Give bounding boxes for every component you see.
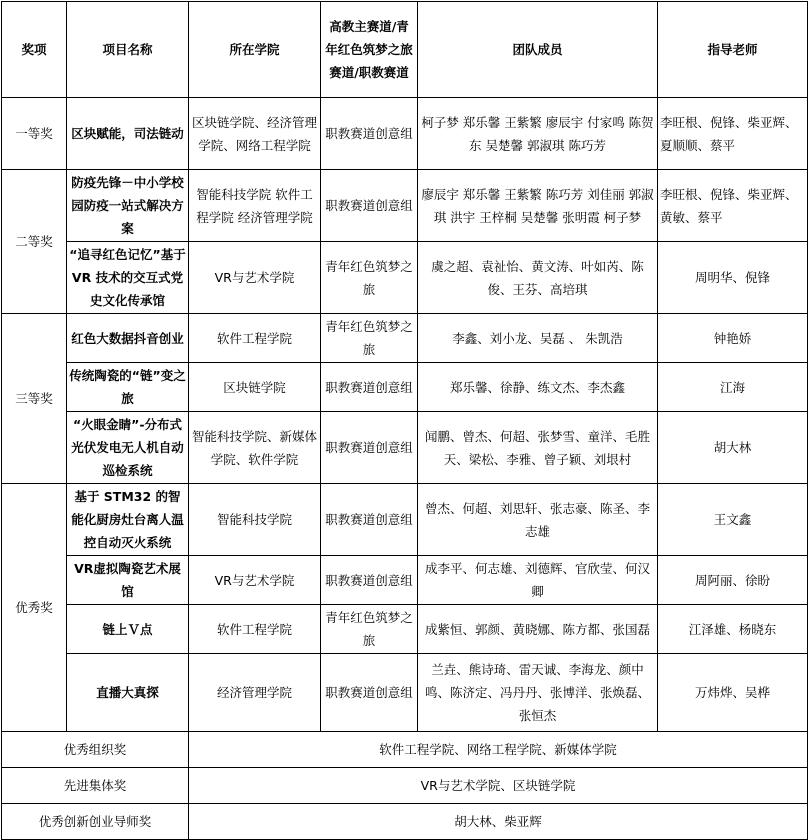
table-row (2, 654, 808, 732)
mentor-award-value: 胡大林、柴亚辉 (189, 804, 808, 840)
advisor-cell: 胡大林 (658, 412, 808, 484)
organization-award-value: 软件工程学院、网络工程学院、新媒体学院 (189, 732, 808, 768)
college-cell: VR与艺术学院 (189, 556, 321, 605)
advisor-cell: 钟艳娇 (658, 314, 808, 363)
table-row (2, 732, 808, 768)
award-group-second: 二等奖 (2, 170, 67, 314)
track-cell: 职教赛道创意组 (321, 412, 418, 484)
award-group-first: 一等奖 (2, 98, 67, 170)
table-row (2, 242, 808, 314)
header-college: 所在学院 (189, 2, 321, 98)
track-cell: 职教赛道创意组 (321, 654, 418, 732)
table-row (2, 98, 808, 170)
table-row (2, 314, 808, 363)
team-cell: 成李平、何志雄、刘德辉、官欣莹、何汉卿 (418, 556, 658, 605)
team-cell: 闻鹏、曾杰、何超、张梦雪、童洋、毛胜天、梁松、李雅、曾子颖、刘垠村 (418, 412, 658, 484)
table-row (2, 605, 808, 654)
team-cell: 兰垚、熊诗琦、雷天诚、李海龙、颜中鸣、陈济定、冯丹丹、张博洋、张焕磊、张恒杰 (418, 654, 658, 732)
mentor-award-label: 优秀创新创业导师奖 (2, 804, 189, 840)
college-cell: 区块链学院 (189, 363, 321, 412)
track-cell: 职教赛道创意组 (321, 484, 418, 556)
team-cell: 曾杰、何超、刘思轩、张志豪、陈圣、李志雄 (418, 484, 658, 556)
project-name: 基于 STM32 的智能化厨房灶台离人温控自动灭火系统 (67, 484, 189, 556)
project-name: 传统陶瓷的“链”变之旅 (67, 363, 189, 412)
table-row (2, 363, 808, 412)
track-cell: 青年红色筑梦之旅 (321, 242, 418, 314)
table-row (2, 170, 808, 242)
table-row (2, 556, 808, 605)
track-cell: 青年红色筑梦之旅 (321, 605, 418, 654)
project-name: VR虚拟陶瓷艺术展馆 (67, 556, 189, 605)
advisor-cell: 李旺根、倪锋、柴亚辉、黄敏、蔡平 (658, 170, 808, 242)
college-cell: 区块链学院、经济管理学院、网络工程学院 (189, 98, 321, 170)
college-cell: 智能科技学院 (189, 484, 321, 556)
team-cell: 柯子梦 郑乐馨 王紫繁 廖辰宇 付家鸣 陈贺东 吴楚馨 郭淑琪 陈巧芳 (418, 98, 658, 170)
college-cell: 经济管理学院 (189, 654, 321, 732)
college-cell: VR与艺术学院 (189, 242, 321, 314)
advisor-cell: 周阿丽、徐盼 (658, 556, 808, 605)
team-cell: 李鑫、刘小龙、吴磊 、 朱凯浩 (418, 314, 658, 363)
collective-award-label: 先进集体奖 (2, 768, 189, 804)
advisor-cell: 王文鑫 (658, 484, 808, 556)
track-cell: 职教赛道创意组 (321, 98, 418, 170)
team-cell: 成紫恒、郭颜、黄晓娜、陈方都、张国磊 (418, 605, 658, 654)
collective-award-value: VR与艺术学院、区块链学院 (189, 768, 808, 804)
table-row (2, 484, 808, 556)
project-name: 防疫先锋－中小学校园防疫一站式解决方案 (67, 170, 189, 242)
header-row (2, 2, 808, 98)
team-cell: 郑乐馨、徐静、练文杰、李杰鑫 (418, 363, 658, 412)
awards-table (1, 1, 808, 840)
table-row (2, 804, 808, 840)
advisor-cell: 万炜烨、吴桦 (658, 654, 808, 732)
college-cell: 软件工程学院 (189, 314, 321, 363)
header-award: 奖项 (2, 2, 67, 98)
track-cell: 青年红色筑梦之旅 (321, 314, 418, 363)
table-row (2, 768, 808, 804)
advisor-cell: 李旺根、倪锋、柴亚辉、夏顺顺、蔡平 (658, 98, 808, 170)
project-name: 链上Ｖ点 (67, 605, 189, 654)
header-project: 项目名称 (67, 2, 189, 98)
track-cell: 职教赛道创意组 (321, 170, 418, 242)
advisor-cell: 江海 (658, 363, 808, 412)
award-group-third: 三等奖 (2, 314, 67, 484)
team-cell: 廖辰宇 郑乐馨 王紫繁 陈巧芳 刘佳丽 郭淑琪 洪宇 王梓桐 吴楚馨 张明霞 柯子梦 (418, 170, 658, 242)
header-team: 团队成员 (418, 2, 658, 98)
team-cell: 虞之超、袁祉怡、黄文涛、叶如芮、陈俊、王芬、高培琪 (418, 242, 658, 314)
header-track: 高教主赛道/青年红色筑梦之旅赛道/职教赛道 (321, 2, 418, 98)
college-cell: 智能科技学院、新媒体学院、软件学院 (189, 412, 321, 484)
award-group-excellent: 优秀奖 (2, 484, 67, 732)
advisor-cell: 周明华、倪锋 (658, 242, 808, 314)
project-name: “火眼金睛”-分布式光伏发电无人机自动巡检系统 (67, 412, 189, 484)
advisor-cell: 江泽雄、杨晓东 (658, 605, 808, 654)
project-name: 直播大真探 (67, 654, 189, 732)
college-cell: 智能科技学院 软件工程学院 经济管理学院 (189, 170, 321, 242)
header-advisor: 指导老师 (658, 2, 808, 98)
organization-award-label: 优秀组织奖 (2, 732, 189, 768)
college-cell: 软件工程学院 (189, 605, 321, 654)
track-cell: 职教赛道创意组 (321, 556, 418, 605)
project-name: 红色大数据抖音创业 (67, 314, 189, 363)
project-name: “追寻红色记忆”基于 VR 技术的交互式党史文化传承馆 (67, 242, 189, 314)
track-cell: 职教赛道创意组 (321, 363, 418, 412)
table-row (2, 412, 808, 484)
project-name: 区块赋能，司法链动 (67, 98, 189, 170)
